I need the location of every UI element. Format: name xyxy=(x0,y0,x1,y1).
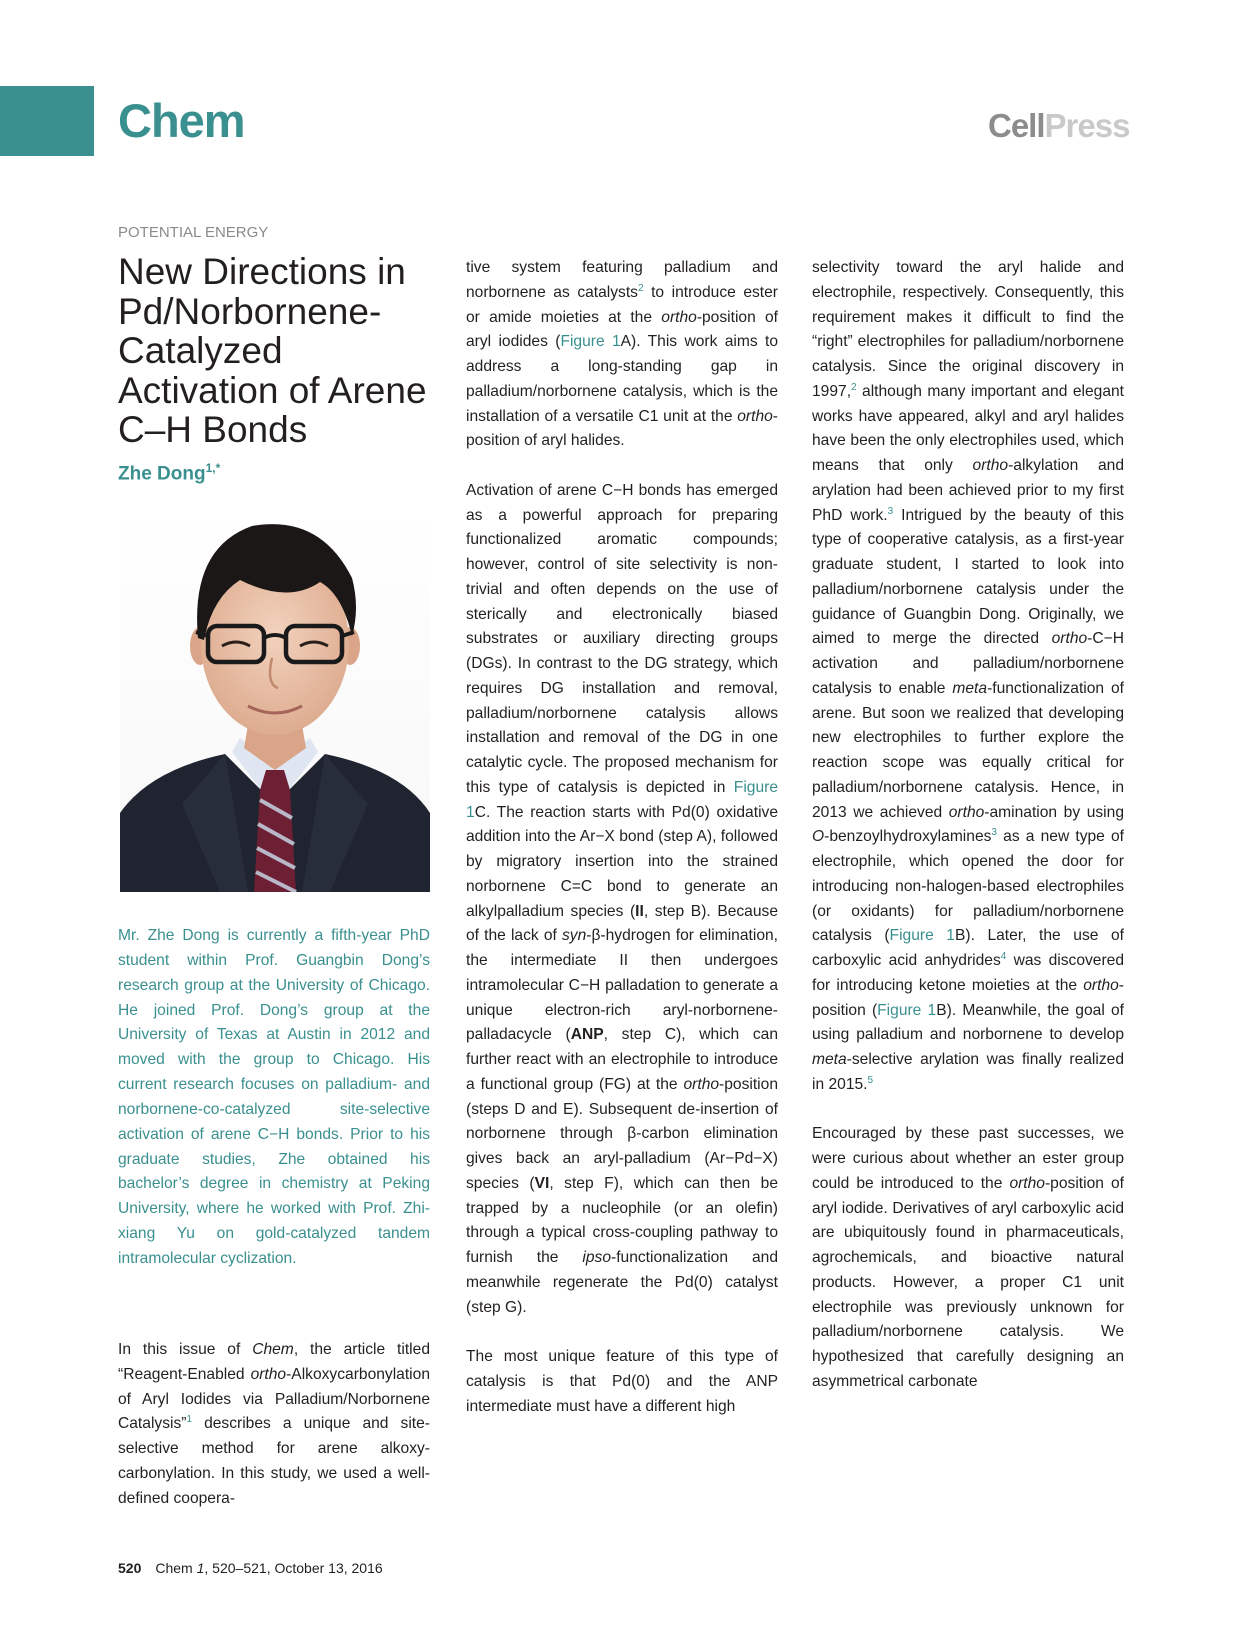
page-number: 520 xyxy=(118,1560,142,1576)
reference-link[interactable]: 3 xyxy=(991,827,997,839)
footer-citation: , 520–521, October 13, 2016 xyxy=(204,1560,383,1576)
body-column-2 xyxy=(466,256,778,1419)
publisher-logo[interactable] xyxy=(988,106,1129,146)
page-footer xyxy=(118,1559,383,1577)
paragraph: Encouraged by these past successes, we were curious about whether an ester group could be introduced to the ortho-position of aryl iodide. Derivatives of aryl carboxylic acid are ubiquitously found in pharmaceuticals, agrochemicals, and bioactive natural products. However, a proper C1 unit electrophile was previously unknown for palladium/norbornene catalysis. We hypothesized that carefully designing an asymmetrical carbonate xyxy=(812,1125,1124,1390)
journal-logo[interactable]: Chem xyxy=(118,94,245,147)
body-column-3 xyxy=(812,256,1124,1395)
footer-volume: 1 xyxy=(196,1560,205,1576)
reference-link[interactable]: 2 xyxy=(637,282,644,294)
paragraph: tive system featuring palladium and norbornene as catalysts$^2$ to introduce ester or amide moieties at the ortho-position of aryl iodides (Figure 1A). This work aims to address a long-standing gap in palladium/norbornene catalysis, which is the installation of a versatile C1 unit at the ortho-position of aryl halides. xyxy=(466,259,778,450)
paragraph: selectivity toward the aryl halide and electrophile, respectively. Consequently, this requirement makes it difficult to find the “right” electrophiles for palladium/norbornene catalysis. Since the original discovery in 1997,$^2$ although many important and elegant works have appeared, alkyl and aryl halides have been the only electrophiles used, which means that only ortho-alkylation and arylation had been achieved prior to my first PhD work.$^3$ Intrigued by the beauty of this type of cooperative catalysis, as a first-year graduate student, I started to look into palladium/norbornene catalysis under the guidance of Guangbin Dong. Originally, we aimed to merge the directed ortho-C−H activation and palladium/norbornene catalysis to enable meta-functionalization of arene. But soon we realized that developing new electrophiles to further explore the reaction scope was equally critical for palladium/norbornene catalysis. Hence, in 2013 we achieved ortho-amination by using O-benzoylhydroxylamines$^3$ as a new type of electrophile, which opened the door for introducing non-halogen-based electrophiles (or oxidants) for palladium/norbornene catalysis (Figure 1B). Later, the use of carboxylic acid anhydrides$^4$ was discovered for introducing ketone moieties at the ortho-position (Figure 1B). Meanwhile, the goal of using palladium and norbornene to develop meta-selective arylation was finally realized in 2015.$^5$ xyxy=(812,259,1125,1093)
author-name-text: Zhe Dong xyxy=(118,463,206,485)
author-affiliation-marks: 1,* xyxy=(205,461,221,475)
reference-link[interactable]: 2 xyxy=(851,381,857,393)
figure-link[interactable]: Figure 1 xyxy=(889,927,955,945)
header-color-block xyxy=(0,86,94,156)
figure-link[interactable]: Figure 1 xyxy=(877,1001,937,1019)
article-title: New Directions in Pd/Norbornene-Catalyzed Activation of Arene C–H Bonds xyxy=(118,251,427,450)
reference-link[interactable]: 3 xyxy=(887,505,894,517)
author-portrait-drawing xyxy=(120,508,430,892)
publisher-logo-press: Press xyxy=(1044,107,1130,144)
publisher-logo-cell: Cell xyxy=(988,107,1045,144)
reference-link[interactable]: 5 xyxy=(867,1074,874,1086)
author-bio: Mr. Zhe Dong is currently a fifth-year PhD student within Prof. Guangbin Dong’s research group at the University of Chicago. He joined Prof. Dong’s group at the University of Texas at Austin in 2012 and moved with the group to Chicago. His current research focuses on palladium- and norbornene-co-catalyzed site-selective activation of arene C−H bonds. Prior to his graduate studies, Zhe obtained his bachelor’s degree in chemistry at Peking University, where he worked with Prof. Zhi-xiang Yu on gold-catalyzed tandem intramolecular cyclization. xyxy=(118,927,430,1267)
reference-link[interactable]: 4 xyxy=(1000,950,1007,962)
paragraph: In this issue of Chem, the article titled “Reagent-Enabled ortho-Alkoxycarbonylation of Aryl Iodides via Palladium/Norbornene Catalysis”$^1$ describes a unique and site-selective method for arene alkoxy-carbonylation. In this study, we used a well-defined coopera- xyxy=(118,1341,430,1507)
author-name[interactable] xyxy=(118,457,220,485)
paragraph: The most unique feature of this type of catalysis is that Pd(0) and the ANP intermediate must have a different high xyxy=(466,1348,778,1415)
paragraph: Activation of arene C−H bonds has emerged as a powerful approach for preparing functionalized aromatic compounds; however, control of site selectivity is non-trivial and often depends on the use of sterically and electronically biased substrates or auxiliary directing groups (DGs). In contrast to the DG strategy, which requires DG installation and removal, palladium/norbornene catalysis allows installation and removal of the DG in one catalytic cycle. The proposed mechanism for this type of catalysis is depicted in Figure 1C. The reaction starts with Pd(0) oxidative addition into the Ar−X bond (step A), followed by migratory insertion into the strained norbornene C=C bond to generate an alkylpalladium species (II, step B). Because of the lack of syn-β-hydrogen for elimination, the intermediate II then undergoes intramolecular C−H palladation to generate a unique electron-rich aryl-norbornene-palladacycle (ANP, step C), which can further react with an electrophile to introduce a functional group (FG) at the ortho-position (steps D and E). Subsequent de-insertion of norbornene through β-carbon elimination gives back an aryl-palladium (Ar−Pd−X) species (VI, step F), which can then be trapped by a nucleophile (or an olefin) through a typical cross-coupling pathway to furnish the ipso-functionalization and meanwhile regenerate the Pd(0) catalyst (step G). xyxy=(466,481,778,1316)
reference-link[interactable]: 1 xyxy=(186,1414,193,1426)
body-column-1 xyxy=(118,1338,430,1511)
figure-link[interactable]: Figure 1 xyxy=(466,778,778,821)
figure-link[interactable]: Figure 1 xyxy=(560,333,621,351)
footer-journal: Chem xyxy=(155,1560,193,1576)
section-label: POTENTIAL ENERGY xyxy=(118,224,269,241)
author-photo xyxy=(120,508,430,892)
